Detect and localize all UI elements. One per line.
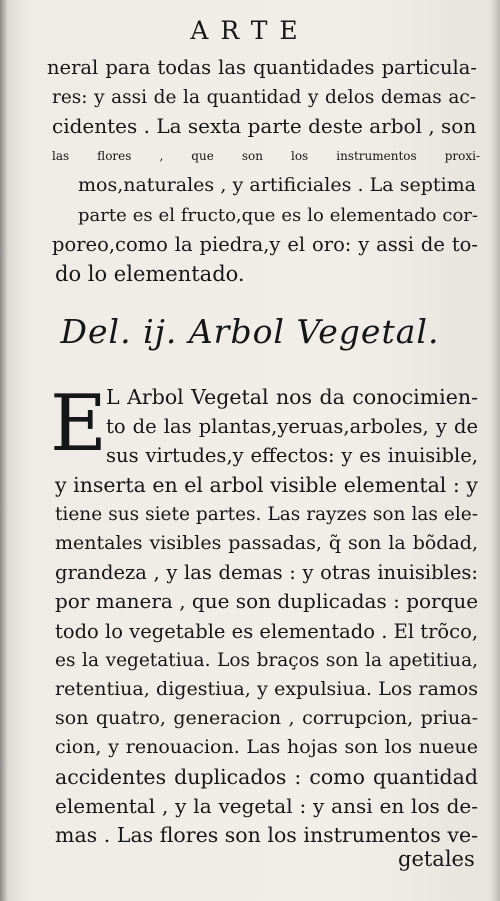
text-line: son quatro, generacion , corrupcion, priua- (55, 707, 478, 730)
text-line: grandeza , y las demas : y otras inuisibles: (55, 561, 478, 585)
text-line: es la vegetatiua. Los braços son la apetitiua, (55, 649, 478, 671)
drop-cap: E (50, 379, 107, 469)
text-line: do lo elementado. (55, 261, 245, 286)
text-line: todo lo vegetable es elementado . El trõco, (55, 619, 479, 643)
text-line: mentales visibles passadas, q̃ son la bõdad, (55, 532, 478, 554)
text-line: por manera , que son duplicadas : porque (55, 589, 479, 614)
text-line: tiene sus siete partes. Las rayzes son las ele- (55, 503, 478, 525)
catchword: getales (398, 847, 475, 871)
section-title: Del. ij. Arbol Vegetal. (60, 312, 440, 351)
text-line: parte es el fructo,que es lo elementado cor- (78, 204, 478, 226)
gutter-shadow (0, 0, 8, 901)
text-line: poreo,como la piedra,y el oro: y assi de to- (52, 233, 478, 256)
text-line: retentiua, digestiua, y expulsiua. Los ramos (55, 678, 478, 700)
text-line: las flores , que son los instrumentos proxi- (52, 148, 480, 163)
text-line: mos,naturales , y artificiales . La septima (78, 174, 476, 196)
text-line: cion, y renouacion. Las hojas son los nueue (55, 736, 478, 759)
text-line: elemental , y la vegetal : y ansi en los de- (55, 793, 478, 818)
text-line: y inserta en el arbol visible elemental : y (55, 472, 478, 497)
text-line: mas . Las flores son los instrumentos ve- (55, 823, 478, 847)
text-line: res: y assi de la quantidad y delos demas ac- (52, 86, 476, 108)
page-edge-shadow (490, 0, 500, 901)
text-line: L Arbol Vegetal nos da conocimien- (106, 385, 478, 409)
text-line: to de las plantas,yeruas,arboles, y de (106, 415, 478, 439)
text-line: neral para todas las quantidades particula- (47, 56, 477, 79)
text-line: sus virtudes,y effectos: y es inuisible, (106, 444, 478, 468)
text-line: cidentes . La sexta parte deste arbol , son (52, 114, 477, 138)
running-head: ARTE (190, 16, 310, 45)
text-line: accidentes duplicados : como quantidad (55, 764, 478, 789)
